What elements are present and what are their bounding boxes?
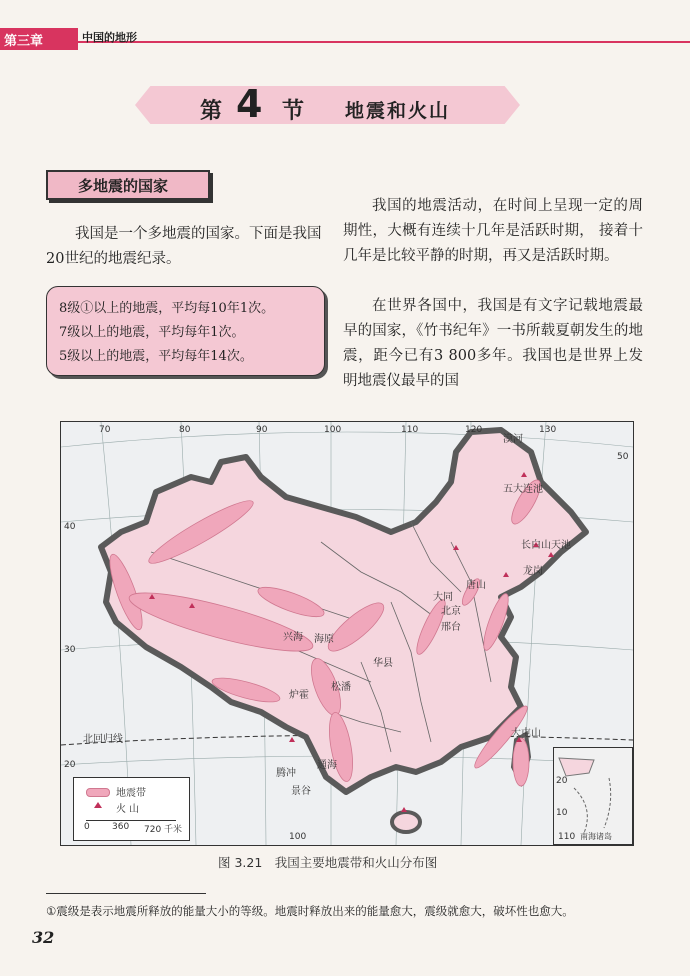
scale-0: 0 [84,822,90,832]
lon-tick-120: 120 [465,425,483,435]
chapter-rule [78,41,690,43]
scale-bar [86,820,176,821]
lat-tick-30: 30 [64,645,76,655]
label-beijing: 北京 [441,606,461,617]
inset-tick-110: 110 [558,832,576,842]
footnote: ①震级是表示地震所释放的能量大小的等级。地震时释放出来的能量愈大，震级就愈大，破坏性也愈大。 [46,904,574,918]
lon-tick-110: 110 [401,425,419,435]
lon-tick-80: 80 [179,425,191,435]
lon-tick-100: 100 [324,425,342,435]
earthquake-frequency-box [46,286,325,376]
footnote-rule [46,893,206,894]
subheading: 多地震的国家 [78,177,169,195]
label-chahe: 漠河 [503,434,523,445]
lon-tick-70: 70 [99,425,111,435]
label-tengchong: 腾冲 [276,768,296,779]
section-banner [135,86,520,124]
label-tonghai: 通海 [317,760,337,771]
figure-caption: 图 3.21 我国主要地震带和火山分布图 [218,855,438,870]
hainan-land [392,812,420,832]
section-title: 地震和火山 [345,100,451,122]
label-songpan: 松潘 [331,682,351,693]
page-number: 32 [32,928,55,947]
section-prefix: 第 [200,98,223,124]
label-luhuo: 炉霍 [289,690,309,701]
legend-volcano: 火 山 [116,804,140,815]
lat-tick-50: 50 [617,452,629,462]
paragraph-history: 在世界各国中，我国是有文字记载地震最早的国家，《竹书纪年》一书所载夏朝发生的地震，距今已有3 800多年。我国也是世界上发明地震仪最早的国 [343,298,643,389]
label-xinghai: 兴海 [283,632,303,643]
label-huaxian: 华县 [373,658,393,669]
subheading-box [46,170,210,200]
lat-tick-40: 40 [64,522,76,532]
inset-label: 南海诸岛 [580,832,612,841]
earthquake-map [60,421,634,846]
south-china-sea-inset [553,747,633,845]
note-line-1: 8级①以上的地震，平均每10年1次。 [59,301,275,316]
label-xingtai: 邢台 [441,622,461,633]
label-jinggu: 景谷 [291,786,311,797]
section-suffix: 节 [282,98,305,124]
scale-360: 360 [112,822,130,832]
inset-tick-20: 20 [556,776,568,786]
note-line-3: 5级以上的地震，平均每年14次。 [59,349,253,364]
legend-volcano-icon [94,802,102,808]
lon-tick-90: 90 [256,425,268,435]
lat-tick-20: 20 [64,760,76,770]
tropic-label: 北回归线 [83,734,123,745]
label-datong: 大同 [433,592,453,603]
lon-tick-130: 130 [539,425,557,435]
label-longgang: 龙岗 [523,566,543,577]
legend-belt-swatch [86,788,110,797]
label-wudalianchi: 五大连池 [503,484,543,495]
paragraph-intro: 我国是一个多地震的国家。下面是我国20世纪的地震纪录。 [46,226,322,267]
label-changbaishan: 长白山天池 [521,540,571,551]
chapter-subtitle: 中国的地形 [82,31,137,44]
note-line-2: 7级以上的地震，平均每年1次。 [59,325,245,340]
section-number: 4 [236,82,263,126]
map-legend [73,777,190,841]
lon-tick-bottom: 100 [289,832,307,842]
inset-tick-10: 10 [556,808,568,818]
chapter-label: 第三章 [4,34,44,49]
chapter-header [0,28,690,50]
paragraph-periodicity: 我国的地震活动，在时间上呈现一定的周期性，大概有连续十几年是活跃时期， 接着十几年是比较平静的时期，再又是活跃时期。 [343,198,643,264]
legend-quake-belt: 地震带 [116,788,146,799]
inset-drawing [554,748,632,844]
label-tangshan: 唐山 [466,580,486,591]
label-datunshan: 大屯山 [511,728,541,739]
chapter-tab [0,28,78,50]
scale-720: 720 千米 [144,825,183,835]
label-haiyuan: 海原 [314,634,334,645]
